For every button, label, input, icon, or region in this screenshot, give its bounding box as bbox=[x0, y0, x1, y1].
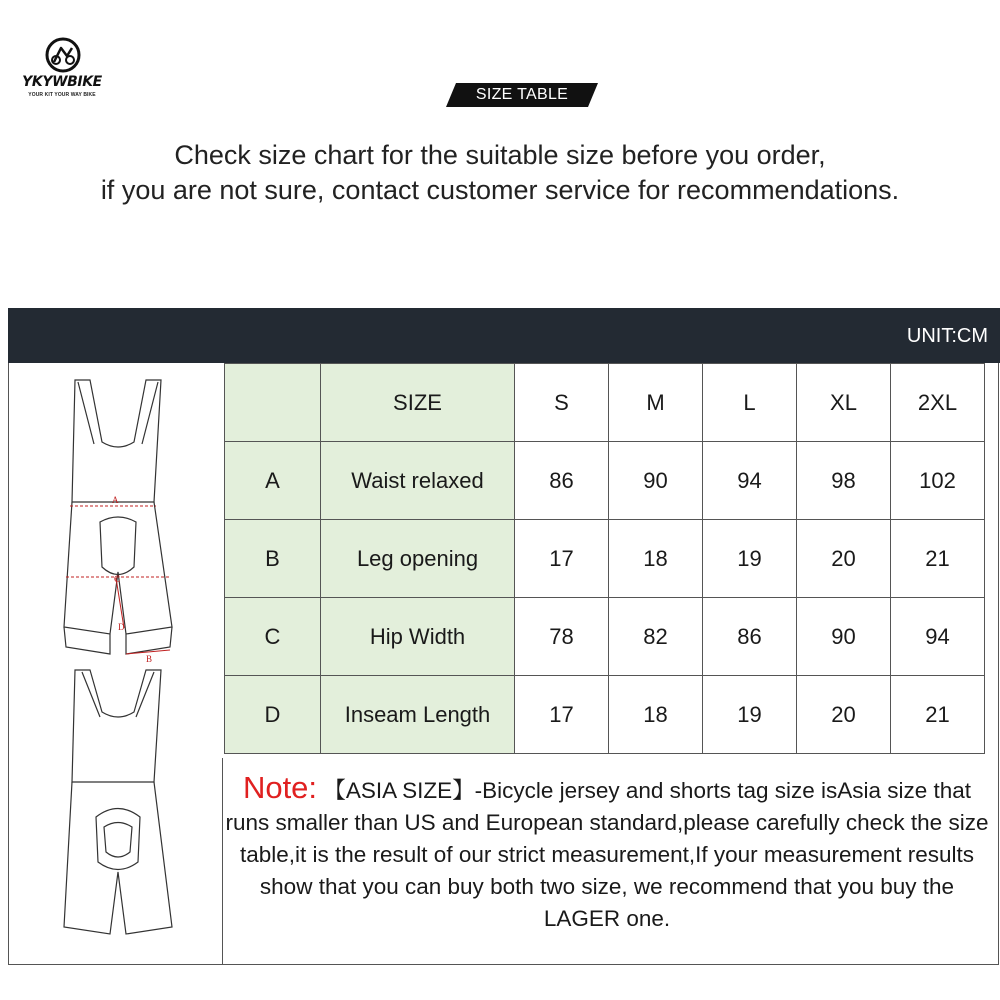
measure-code-cell: C bbox=[225, 598, 321, 676]
measure-value-cell: 20 bbox=[797, 520, 891, 598]
bib-shorts-back-drawing bbox=[64, 670, 172, 934]
measure-value-cell: 21 bbox=[891, 520, 985, 598]
size-note bbox=[224, 772, 990, 935]
measure-value-cell: 94 bbox=[703, 442, 797, 520]
unit-label: UNIT:CM bbox=[906, 325, 988, 347]
measure-value-cell: 17 bbox=[515, 520, 609, 598]
header-size-label: SIZE bbox=[321, 364, 515, 442]
measure-value-cell: 82 bbox=[609, 598, 703, 676]
banner-label: SIZE TABLE bbox=[475, 86, 569, 103]
header-size-cell: 2XL bbox=[891, 364, 985, 442]
measure-value-cell: 90 bbox=[609, 442, 703, 520]
intro-line-2: if you are not sure, contact customer service for recommendations. bbox=[100, 175, 900, 205]
measure-code-cell: A bbox=[225, 442, 321, 520]
table-row bbox=[225, 676, 985, 754]
intro-line-1: Check size chart for the suitable size before you order, bbox=[174, 140, 826, 170]
measure-value-cell: 18 bbox=[609, 520, 703, 598]
header-size-cell: XL bbox=[797, 364, 891, 442]
figure-label-d: D bbox=[118, 622, 125, 632]
measure-value-cell: 20 bbox=[797, 676, 891, 754]
table-row bbox=[225, 442, 985, 520]
figure-label-c: C bbox=[114, 574, 121, 584]
measure-value-cell: 102 bbox=[891, 442, 985, 520]
header-size-cell: S bbox=[515, 364, 609, 442]
bib-shorts-front-drawing bbox=[64, 380, 172, 654]
brand-tagline: YOUR KIT YOUR WAY BIKE bbox=[28, 92, 96, 98]
unit-header-bar bbox=[8, 308, 1000, 363]
table-row bbox=[225, 598, 985, 676]
bib-shorts-diagrams bbox=[30, 372, 210, 952]
size-table bbox=[224, 363, 985, 754]
note-body: 【ASIA SIZE】-Bicycle jersey and shorts tag size isAsia size that runs smaller than US and European standard,please carefully check the size table,it is the result of our strict measurement,If your measurement results show that you can buy both two size, we recommend that you buy the LAGER one. bbox=[225, 778, 989, 931]
note-divider bbox=[222, 758, 223, 964]
bicycle-logo-icon bbox=[42, 36, 84, 74]
measure-value-cell: 18 bbox=[609, 676, 703, 754]
note-title: Note: bbox=[242, 770, 318, 805]
measure-value-cell: 98 bbox=[797, 442, 891, 520]
table-row bbox=[225, 520, 985, 598]
measure-label-cell: Leg opening bbox=[321, 520, 515, 598]
figure-label-a: A bbox=[112, 495, 119, 505]
measure-value-cell: 94 bbox=[891, 598, 985, 676]
brand-logo bbox=[8, 36, 116, 96]
header-size-cell: M bbox=[609, 364, 703, 442]
header-code-cell bbox=[225, 364, 321, 442]
size-table-banner bbox=[446, 83, 598, 107]
measure-label-cell: Inseam Length bbox=[321, 676, 515, 754]
measure-value-cell: 21 bbox=[891, 676, 985, 754]
size-table-body bbox=[225, 364, 985, 754]
measure-code-cell: B bbox=[225, 520, 321, 598]
size-table-header-row bbox=[225, 364, 985, 442]
measure-value-cell: 78 bbox=[515, 598, 609, 676]
measure-value-cell: 90 bbox=[797, 598, 891, 676]
measure-label-cell: Hip Width bbox=[321, 598, 515, 676]
measure-value-cell: 86 bbox=[515, 442, 609, 520]
measure-value-cell: 19 bbox=[703, 676, 797, 754]
measure-value-cell: 19 bbox=[703, 520, 797, 598]
brand-name: YKYWBIKE bbox=[22, 74, 102, 90]
figure-label-b: B bbox=[146, 654, 153, 664]
measure-value-cell: 17 bbox=[515, 676, 609, 754]
header-size-cell: L bbox=[703, 364, 797, 442]
measure-value-cell: 86 bbox=[703, 598, 797, 676]
measure-label-cell: Waist relaxed bbox=[321, 442, 515, 520]
measure-code-cell: D bbox=[225, 676, 321, 754]
